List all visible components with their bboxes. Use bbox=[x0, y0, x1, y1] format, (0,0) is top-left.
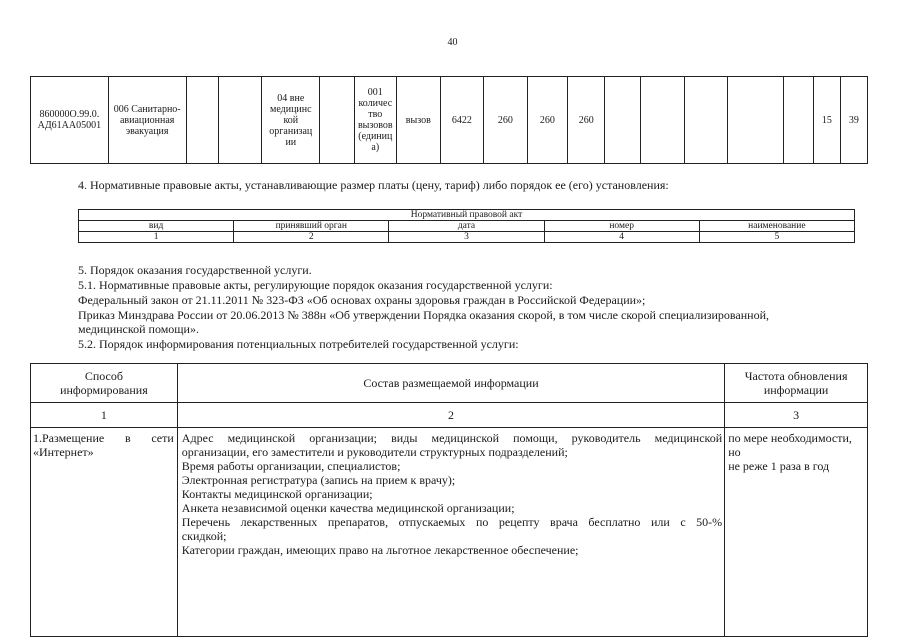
column-number: 3 bbox=[389, 232, 544, 243]
list-item: Категории граждан, имеющих право на льготное лекарственное обеспечение; bbox=[181, 543, 579, 557]
column-number: 4 bbox=[544, 232, 699, 243]
registry-code-cell: 860000О.99.0. АД61АА05001 bbox=[31, 77, 109, 164]
table-row bbox=[79, 210, 855, 221]
column-header: дата bbox=[389, 221, 544, 232]
column-number: 2 bbox=[177, 403, 724, 428]
column-number: 5 bbox=[699, 232, 854, 243]
list-item: скидкой; bbox=[181, 529, 227, 543]
group-header: Нормативный правовой акт bbox=[79, 210, 855, 221]
law-1: Федеральный закон от 21.11.2011 № 323-ФЗ «Об основах охраны здоровья граждан в Российской Федерации»; bbox=[78, 293, 646, 307]
section-4-title: 4. Нормативные правовые акты, устанавливающие размер платы (цену, тариф) либо порядок ее (его) установления: bbox=[78, 178, 669, 192]
list-item: Анкета независимой оценки качества медицинской организации; bbox=[181, 501, 515, 515]
table-row bbox=[31, 364, 868, 403]
empty-cell bbox=[218, 77, 262, 164]
column-header-method: Способ информирования bbox=[31, 364, 178, 403]
absolute-cell: 39 bbox=[840, 77, 867, 164]
value-cell: 260 bbox=[527, 77, 567, 164]
empty-cell bbox=[685, 77, 728, 164]
list-item: Электронная регистратура (запись на прием к врачу); bbox=[181, 473, 456, 487]
section-5-2: 5.2. Порядок информирования потенциальных потребителей государственной услуги: bbox=[78, 337, 519, 351]
empty-cell bbox=[186, 77, 218, 164]
okei-cell: 6422 bbox=[440, 77, 484, 164]
frequency-cell: по мере необходимости, но не реже 1 раза в год bbox=[725, 428, 868, 637]
section-5-title: 5. Порядок оказания государственной услуги. bbox=[78, 263, 312, 277]
value-cell: 260 bbox=[484, 77, 528, 164]
column-header: номер bbox=[544, 221, 699, 232]
list-item: Перечень лекарственных препаратов, отпускаемых по рецепту врача бесплатно или с 50-% bbox=[181, 515, 723, 529]
service-name-cell: 006 Санитарно- авиационная эвакуация bbox=[108, 77, 186, 164]
empty-cell bbox=[783, 77, 813, 164]
column-header: наименование bbox=[699, 221, 854, 232]
list-item: Время работы организации, специалистов; bbox=[181, 459, 401, 473]
column-number: 1 bbox=[31, 403, 178, 428]
table-row bbox=[31, 428, 868, 637]
table-row bbox=[31, 77, 868, 164]
column-number: 1 bbox=[79, 232, 234, 243]
column-header: вид bbox=[79, 221, 234, 232]
table-row bbox=[79, 221, 855, 232]
unit-cell: вызов bbox=[397, 77, 441, 164]
percent-cell: 15 bbox=[813, 77, 840, 164]
value-cell: 260 bbox=[568, 77, 605, 164]
section-5-1: 5.1. Нормативные правовые акты, регулирующие порядок оказания государственной услуги: bbox=[78, 278, 553, 292]
list-item: организации, его заместители и руководители структурных подразделений; bbox=[181, 445, 568, 459]
empty-cell bbox=[640, 77, 685, 164]
method-cell: 1.Размещение в сети «Интернет» bbox=[31, 428, 178, 637]
condition-cell: 04 вне медицинс кой организац ии bbox=[262, 77, 320, 164]
table-row bbox=[31, 403, 868, 428]
empty-cell bbox=[320, 77, 354, 164]
column-header-frequency: Частота обновления информации bbox=[725, 364, 868, 403]
page-number: 40 bbox=[447, 37, 458, 48]
law-2-line-1: Приказ Минздрава России от 20.06.2013 № 388н «Об утверждении Порядка оказания скорой, в том числе скорой специализированной, bbox=[78, 308, 770, 322]
list-item: Контакты медицинской организации; bbox=[181, 487, 373, 501]
law-2-line-2: медицинской помощи». bbox=[78, 322, 199, 336]
content-cell bbox=[177, 428, 724, 637]
column-header: принявший орган bbox=[234, 221, 389, 232]
list-item: Адрес медицинской организации; виды медицинской помощи, руководитель медицинской bbox=[181, 431, 723, 445]
informing-table bbox=[30, 363, 868, 637]
legal-acts-table bbox=[78, 209, 855, 243]
empty-cell bbox=[727, 77, 783, 164]
column-header-content: Состав размещаемой информации bbox=[177, 364, 724, 403]
empty-cell bbox=[605, 77, 640, 164]
table-row bbox=[79, 232, 855, 243]
column-number: 2 bbox=[234, 232, 389, 243]
column-number: 3 bbox=[725, 403, 868, 428]
indicator-cell: 001 количес тво вызовов (единиц а) bbox=[354, 77, 397, 164]
service-volume-table bbox=[30, 76, 868, 164]
